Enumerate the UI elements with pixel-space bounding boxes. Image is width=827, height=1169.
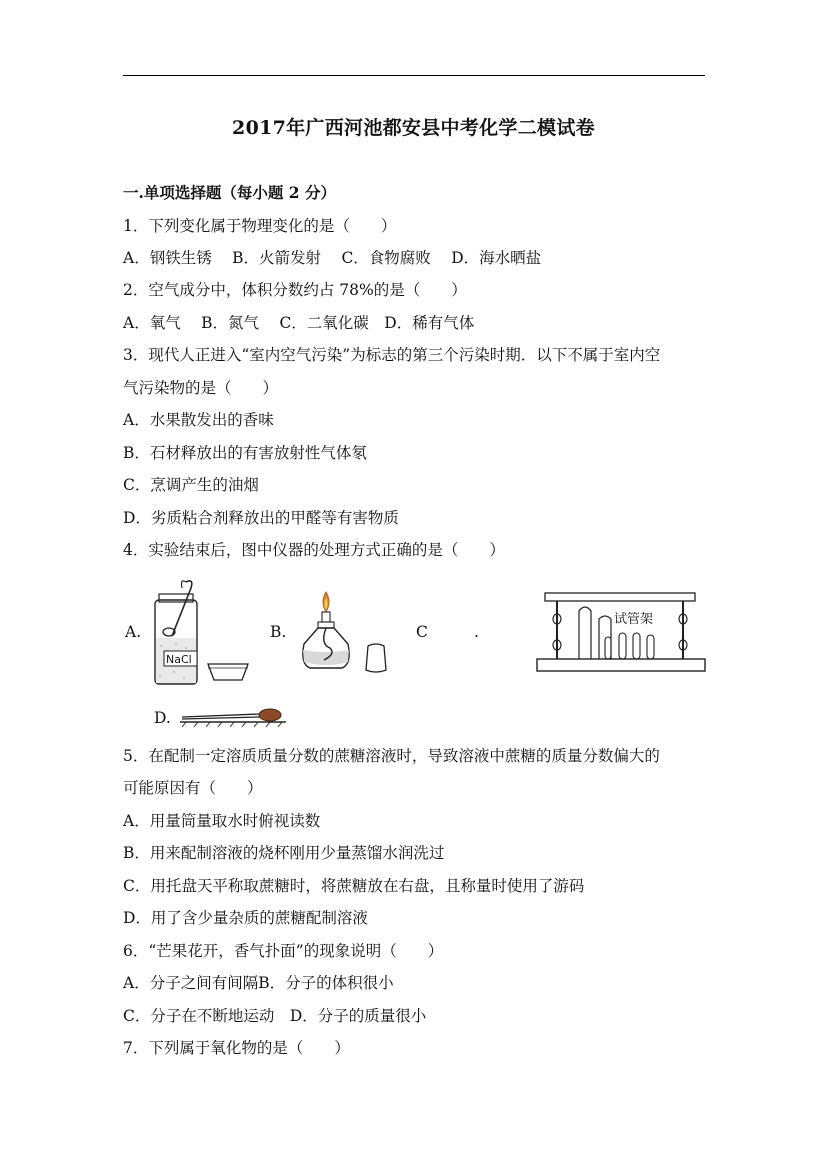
- q5-option-c: C．用托盘天平称取蔗糖时，将蔗糖放在右盘，且称量时使用了游码: [123, 877, 585, 895]
- q5-stem-line1: 5．在配制一定溶质质量分数的蔗糖溶液时，导致溶液中蔗糖的质量分数偏大的: [123, 747, 660, 765]
- q6-stem: 6．“芒果花开，香气扑面”的现象说明（ ）: [123, 942, 444, 960]
- q7-stem: 7．下列属于氧化物的是（ ）: [123, 1039, 350, 1057]
- q2-options: A．氧气 B．氮气 C．二氧化碳 D．稀有气体: [123, 314, 475, 332]
- q3-option-b: B．石材释放出的有害放射性气体氡: [123, 444, 367, 462]
- figure-c-test-tube-rack: [535, 589, 715, 677]
- header-rule: [123, 75, 705, 76]
- figure-b-alcohol-lamp: [296, 588, 396, 678]
- page-title: 2017年广西河池都安县中考化学二模试卷: [232, 117, 595, 139]
- q4-label-b: B.: [270, 623, 287, 641]
- section-heading: 一.单项选择题（每小题 2 分）: [123, 183, 336, 202]
- figure-a-reagent-bottle: [146, 574, 256, 688]
- nacl-label: NaCl: [166, 653, 192, 666]
- q1-options: A．钢铁生锈 B．火箭发射 C．食物腐败 D．海水晒盐: [123, 249, 542, 267]
- q5-option-d: D．用了含少量杂质的蔗糖配制溶液: [123, 909, 368, 927]
- q2-stem: 2．空气成分中，体积分数约占 78%的是（ ）: [123, 281, 467, 299]
- q3-option-c: C．烹调产生的油烟: [123, 476, 259, 494]
- q5-option-b: B．用来配制溶液的烧杯刚用少量蒸馏水润洗过: [123, 844, 445, 862]
- q4-stem: 4．实验结束后，图中仪器的处理方式正确的是（ ）: [123, 541, 505, 559]
- q1-stem: 1．下列变化属于物理变化的是（ ）: [123, 217, 397, 235]
- q3-option-d: D．劣质粘合剂释放出的甲醛等有害物质: [123, 509, 399, 527]
- q3-stem-line2: 气污染物的是（ ）: [123, 379, 279, 397]
- q4-label-c-dot: .: [474, 623, 479, 641]
- q5-option-a: A．用量筒量取水时俯视读数: [123, 812, 321, 830]
- q4-label-d: D.: [154, 709, 171, 727]
- q3-option-a: A．水果散发出的香味: [123, 411, 274, 429]
- q4-label-c: C: [416, 623, 428, 641]
- test-tube-rack-label: 试管架: [614, 612, 654, 627]
- figure-d-dropper: [178, 704, 292, 728]
- q5-stem-line2: 可能原因有（ ）: [123, 779, 263, 797]
- q6-options-line2: C．分子在不断地运动 D．分子的质量很小: [123, 1007, 427, 1025]
- q4-label-a: A.: [125, 623, 142, 641]
- q6-options-line1: A．分子之间有间隔B．分子的体积很小: [123, 974, 394, 992]
- q3-stem-line1: 3．现代人正进入“室内空气污染”为标志的第三个污染时期．以下不属于室内空: [123, 346, 661, 364]
